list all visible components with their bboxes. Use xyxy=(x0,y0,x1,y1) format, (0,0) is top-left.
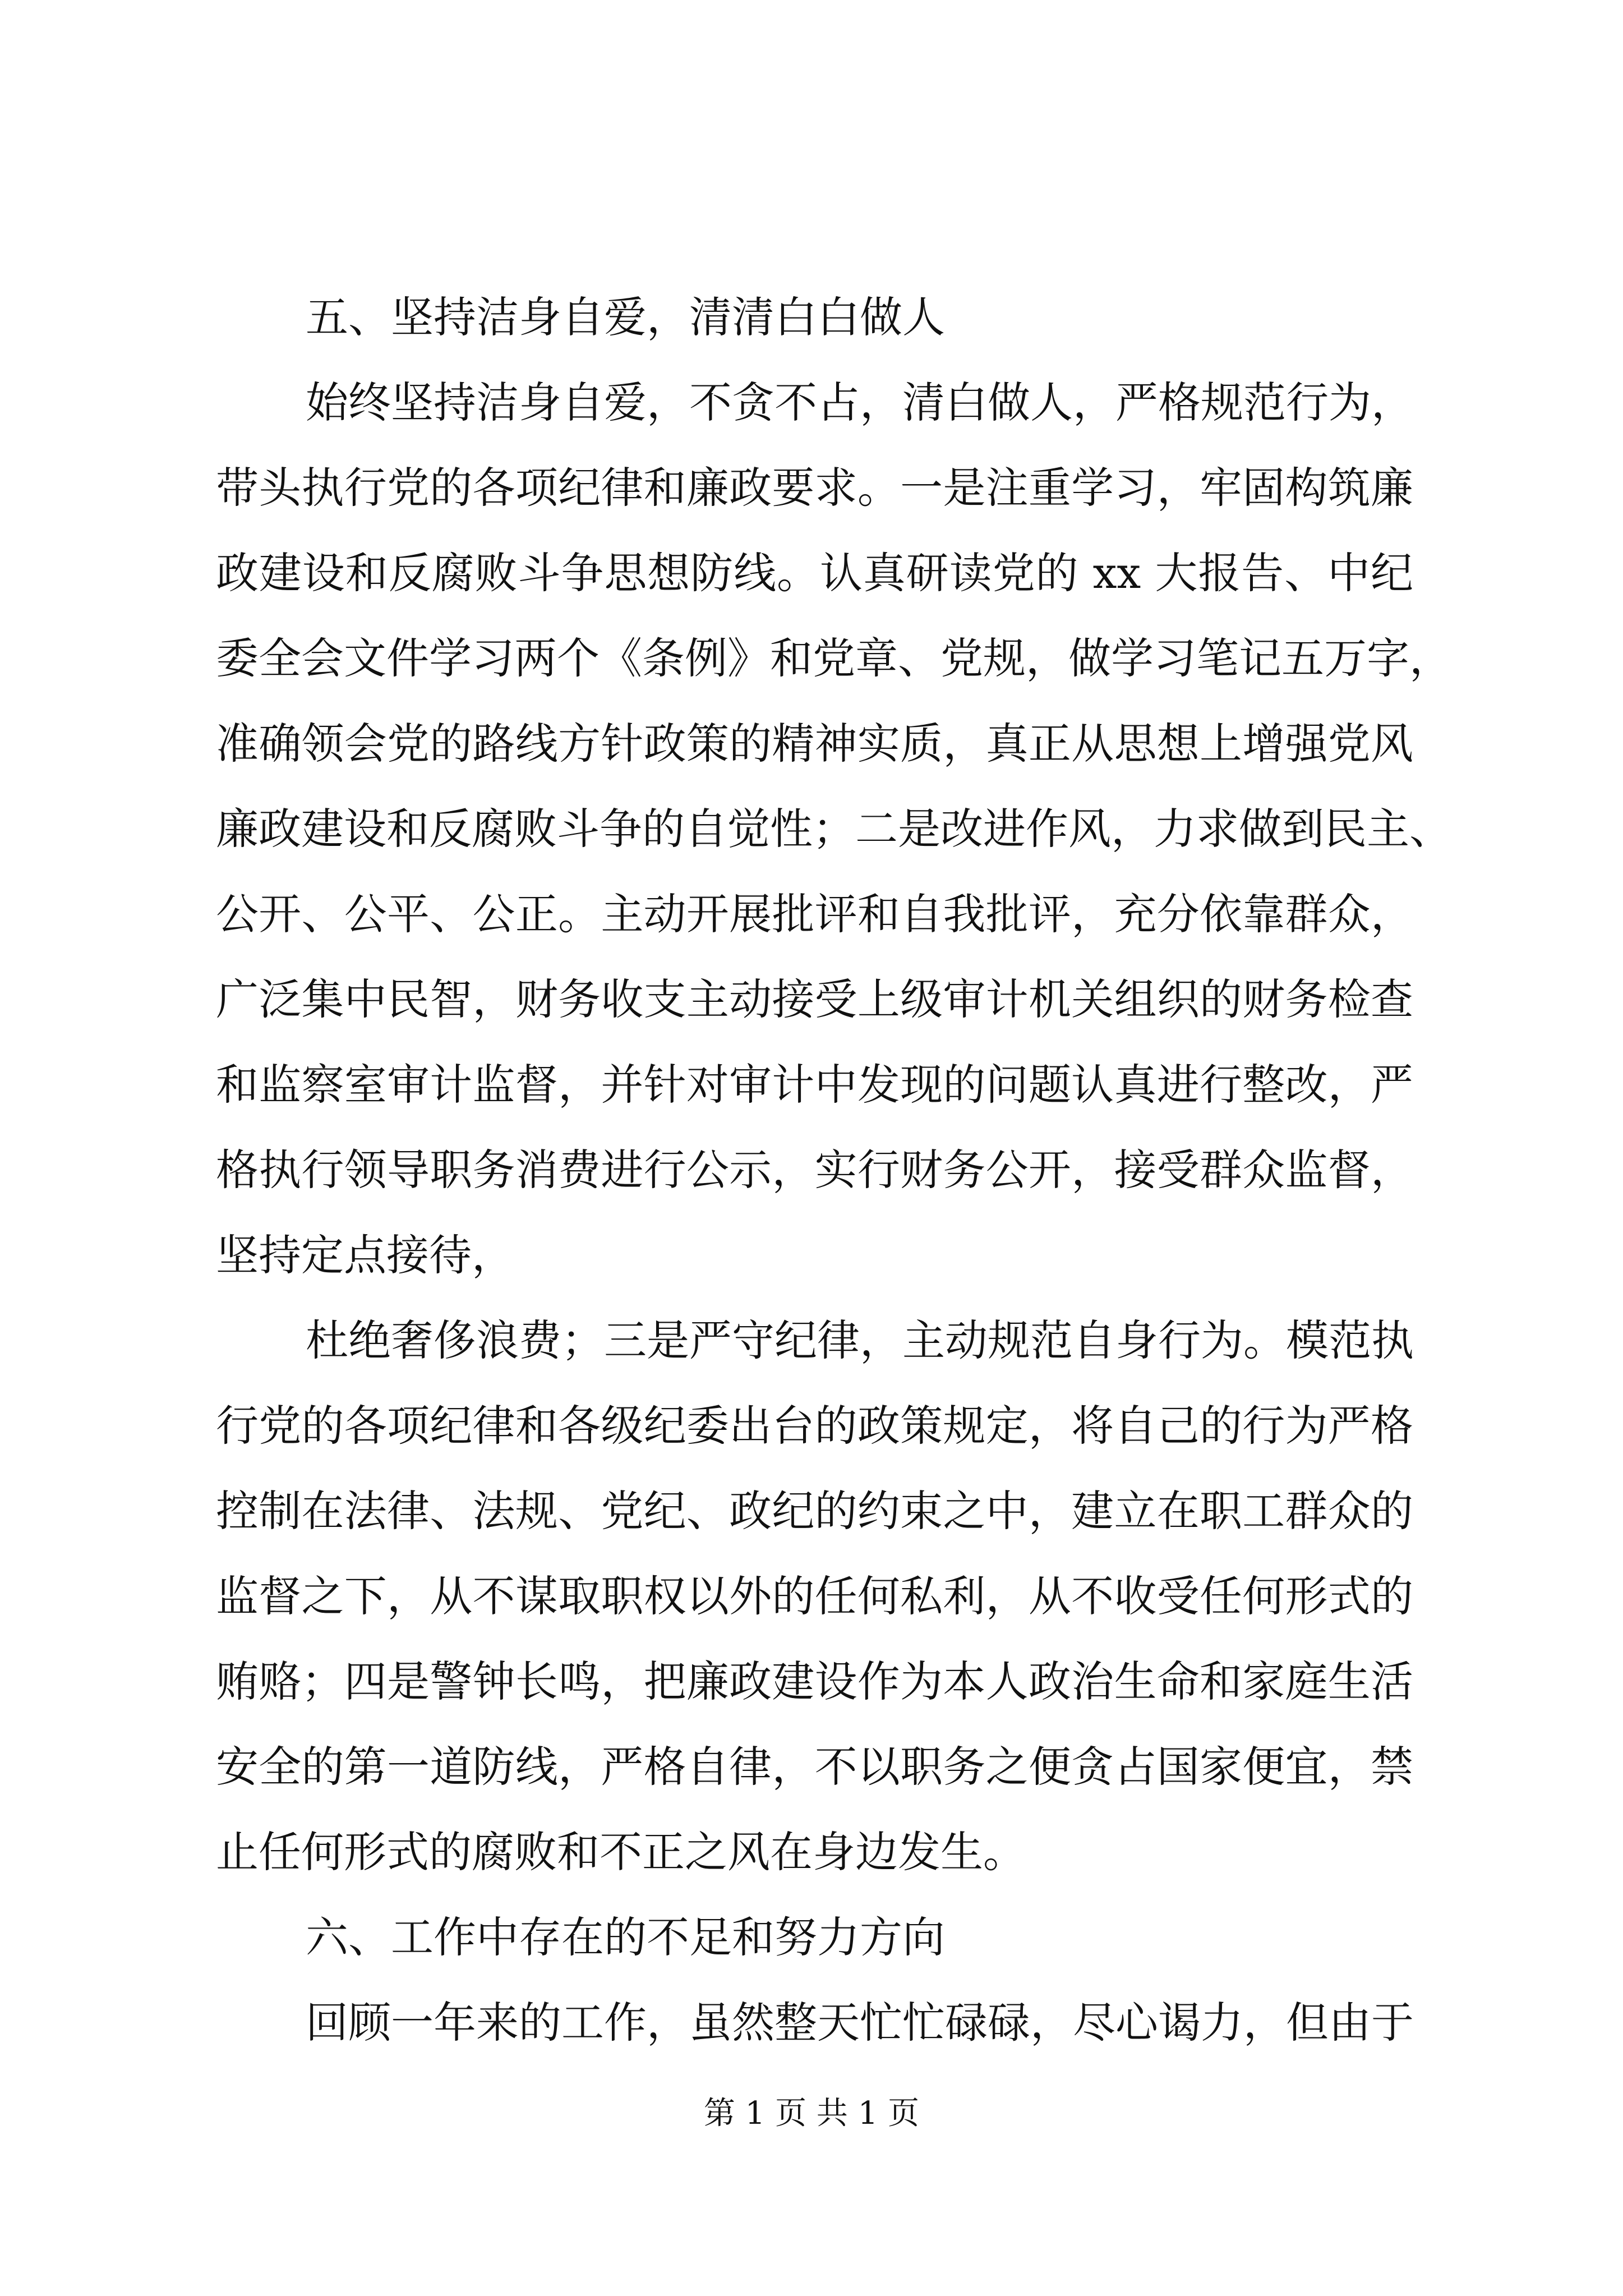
text-line: 政建设和反腐败斗争思想防线。认真研读党的 xx 大报告、中纪 xyxy=(216,548,1413,598)
text-line: 准确领会党的路线方针政策的精神实质，真正从思想上增强党风 xyxy=(216,719,1413,769)
text-line: 杜绝奢侈浪费；三是严守纪律，主动规范自身行为。模范执 xyxy=(306,1315,1414,1365)
text-line: 带头执行党的各项纪律和廉政要求。一是注重学习，牢固构筑廉 xyxy=(216,463,1413,513)
text-line: 廉政建设和反腐败斗争的自觉性；二是改进作风，力求做到民主、 xyxy=(216,804,1452,854)
text-line: 广泛集中民智，财务收支主动接受上级审计机关组织的财务检查 xyxy=(216,974,1413,1024)
text-line: 贿赂；四是警钟长鸣，把廉政建设作为本人政治生命和家庭生活 xyxy=(216,1657,1413,1706)
text-line: 监督之下，从不谋取职权以外的任何私利，从不收受任何形式的 xyxy=(216,1571,1413,1621)
text-line: 格执行领导职务消费进行公示，实行财务公开，接受群众监督， xyxy=(216,1145,1413,1195)
text-line: 公开、公平、公正。主动开展批评和自我批评，充分依靠群众， xyxy=(216,889,1413,939)
section-heading-5: 五、坚持洁身自爱，清清白白做人 xyxy=(306,292,945,342)
text-line: 和监察室审计监督，并针对审计中发现的问题认真进行整改，严 xyxy=(216,1060,1413,1110)
text-line: 安全的第一道防线，严格自律，不以职务之便贪占国家便宜，禁 xyxy=(216,1742,1413,1792)
text-line: 回顾一年来的工作，虽然整天忙忙碌碌，尽心谒力，但由于 xyxy=(306,1998,1414,2047)
section-heading-6: 六、工作中存在的不足和努力方向 xyxy=(306,1912,945,1962)
text-line: 行党的各项纪律和各级纪委出台的政策规定，将自己的行为严格 xyxy=(216,1401,1413,1451)
text-line: 控制在法律、法规、党纪、政纪的约束之中，建立在职工群众的 xyxy=(216,1486,1413,1536)
text-line: 委全会文件学习两个《条例》和党章、党规，做学习笔记五万字， xyxy=(216,633,1452,683)
document-body xyxy=(216,275,1452,2065)
page-footer: 第 1 页 共 1 页 xyxy=(703,2095,920,2132)
text-line: 坚持定点接待， xyxy=(216,1230,514,1280)
text-line: 始终坚持洁身自爱，不贪不占，清白做人，严格规范行为， xyxy=(306,378,1414,427)
text-line: 止任何形式的腐败和不正之风在身边发生。 xyxy=(216,1827,1026,1877)
